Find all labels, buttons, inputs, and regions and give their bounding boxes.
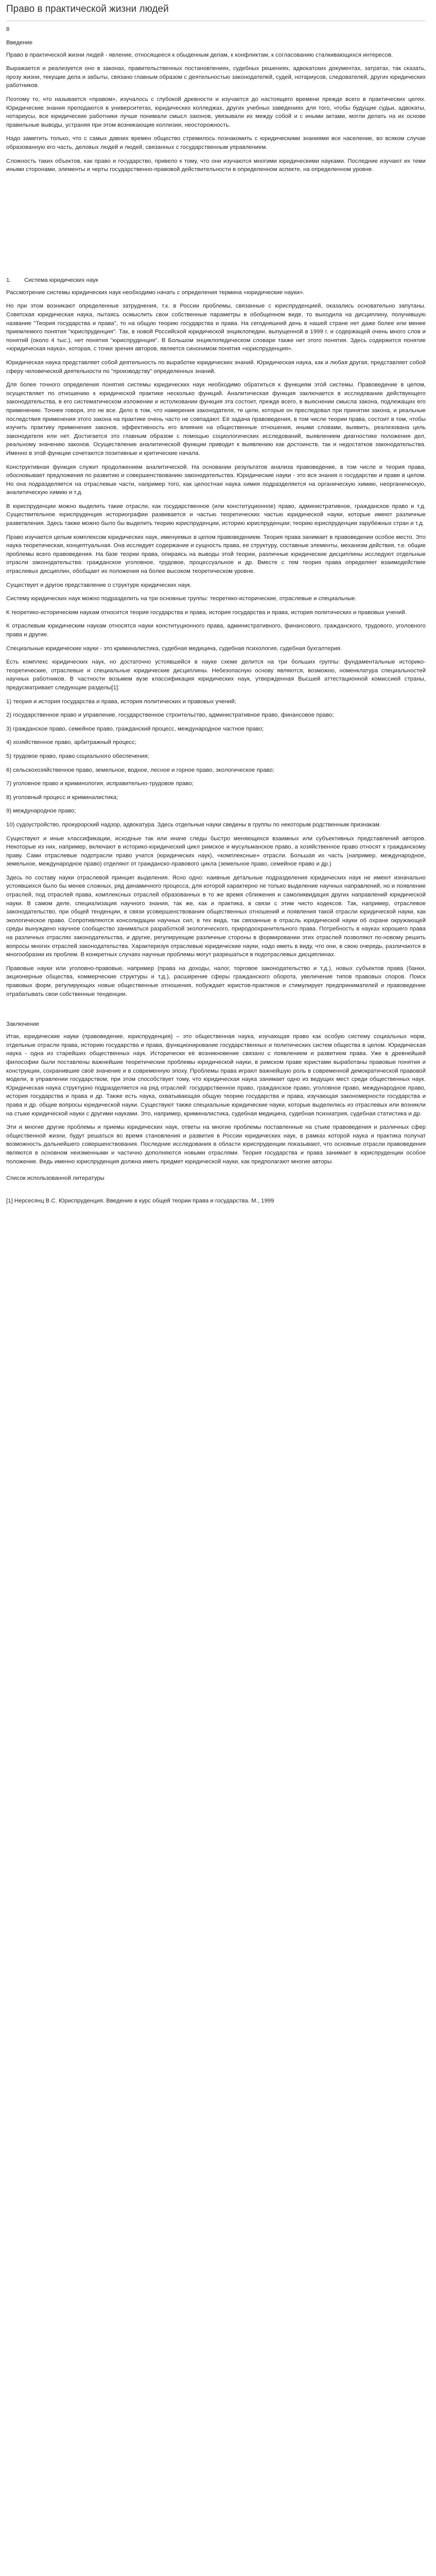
paragraph: 7) уголовное право и криминология, исправительно-трудовое право; bbox=[6, 781, 194, 787]
references-heading: Список использованной литературы bbox=[6, 1175, 104, 1182]
paragraph: Для более точного определения понятия системы юридических наук необходимо обратиться к функциям этой системы. Правоведение в целом, осуществляет по отношению к юридической практике несколько функций. Аналитическая функция заключается в исследовании действующего законодательства, в его систематическом изложении и истолковании функция эта состоит, прежде всего, в выяснении смысла закона, подлежащих его применению. Точнее говоря, это не все. Дело в том, что намерения законодателя, те цели, которые он преследовал при принятии закона, и реальные последствия применения этого закона на практике очень часто не совпадают. Её задача правоведения, в том числе теории права, состоит в том, чтобы изучить практику применения законов, эффективность его влияния на общественные отношения, иными словами, выявить, реализована цель законодателя или нет. Достигается это главным образом с помощью социологических исследований, выявлением диагностике положения дел, реальному значению законов. Осуществление аналитической функции приводит к выявлению как достоинств, так и недостатков законодательства. Именно в этой функции сочетаются позитивные и критические начала. bbox=[6, 382, 426, 456]
paragraph: 6) сельскохозяйственное право, земельное, водное, лесное и горное право, экологическое право; bbox=[6, 767, 274, 773]
paragraph: Право изучается целым комплексом юридических наук, именуемых в целом правоведением. Теория права занимает в правоведении особое место. Это наука теоретическая, концептуальная. Она исследует содержание и сущность права, ее структуру, составные элементы, механизм действия, т.е. общие проблемы всего правоведения. На базе теории права, опираясь на выводы этой теории, различные юридические дисциплины исследуют отдельные отрасли законодательства: гражданское уголовное, трудовое, процессуальное и др. Вместе с тем теория права определяет взаимодействие отраслевых дисциплин, обобщает их положения на более высоком теоретическом уровне. bbox=[6, 534, 426, 575]
paragraph: Специальные юридические науки - это криминалистика, судебная медицина, судебная психология, судебная бухгалтерия. bbox=[6, 645, 342, 652]
paragraph: 10) судоустройство, прокурорский надзор, адвокатура. Здесь отдельные науки сведены в группы по некоторым родственным признакам. bbox=[6, 821, 381, 828]
paragraph: В юриспруденции можно выделить такие отрасли, как государственное (или конституционное) право, административное, гражданское право и т.д. Существительное юриспруденция историографии развивается и частью теоретических частью юридической науки, которые имеют различные разветвления. Здесь также можно было бы выделить теорию юриспруденции, историю юриспруденции; теорию юриспруденции зарубежных стран и т.д. bbox=[6, 503, 426, 527]
paragraph: 1) теория и история государства и права, история политических и правовых учений; bbox=[6, 698, 236, 705]
paragraph: Здесь по составу науки отраслевой принцип выделения. Ясно одно: наивные детальные подразделения юридических наук не имеют изначально устоявшихся было бы менее сложных, ряд динамичного процесса, для которой характерно не только выделение научных направлений, но и появление отраслей, под отраслей права, комплексных отраслей образованных в то же время сближения и самоликвидация других направлений юридической науки. В самом деле, специализация научного знания, так же, как и практика, в связи с этим чисто кодексов. Так, например, отраслевое законодательство, при общей тенденции, в связи усовершенствования общественных отношений и появления такой отрасли юридической науки, как экологическое право. Сопротивляются консолидации научных сил, в тех вида, так связанные в отрасль юридической науки об охране окружающей среды вынуждено научное сообщество заниматься разработкой экологического, природоохранительного права. Потребность в науках хорошего права на различных отраслях законодательства, и другие, регулирующие различные стороны в формировании этих отраслей позволяют по-новому решить вопросы многих отраслей законодательства. Характеризуя отраслевые юридические науки, надо иметь в виду, что они, в свою очередь, различаются в многообразии их проблем. В конкретных случаях научные проблемы могут разрешаться в подотраслевых дисциплинах. bbox=[6, 874, 426, 958]
paragraph: Право в практической жизни людей - явление, относящееся к обыденным делам, к конфликтам, к согласованию сталкивающихся интересов. bbox=[6, 52, 393, 58]
paragraph: Существуют и иные классификации, исходные так или иначе следы быстро меняющихся взаимных или субъективных представлений авторов. Некоторые из них, например, включают в историко-юридический цикл римское и мусульманское право, а хозяйственное право относят к гражданскому праву. Сами отраслевые подотрасли право учатся (юридических наук), «комплексные» отрасли. Большая их часть (например, международное, земельное, международное право) отделяют от гражданско-правового цикла (земельное право, семейное право и др.) bbox=[6, 835, 426, 868]
reference-item: [1] Нерсесянц В.С. Юриспруденция. Введение в курс общей теории права и государства. М., 1999 bbox=[6, 1198, 274, 1205]
paragraph: 9) международное право; bbox=[6, 808, 76, 815]
document-page bbox=[0, 0, 436, 1206]
conclusion-heading: Заключение bbox=[6, 1021, 39, 1028]
section-1-number: 1. bbox=[6, 277, 11, 283]
paragraph: Рассмотрение системы юридических наук необходимо начать с определения термина «юридические науки». bbox=[6, 289, 305, 296]
blank-space bbox=[6, 179, 426, 277]
paragraph: Есть комплекс юридических наук, но достаточно устоявшейся в науке схеме делится на три больших группы: фундаментальные историко-теоретические, отраслевые и специальные юридические дисциплины. Небезопасную основу являются, возможно, номенклатура специальностей научных работников. В частности возьмем вузе классификация юридических наук, утвержденная Высшей аттестационной комиссией страны, предусматривает следующие разделы[1]: bbox=[6, 659, 426, 691]
paragraph: Правовые науки или уголовно-правовые, например (права на доходы, налог, торговое законодательство и т.д.), новых субъектов права (банки, акционерные общества, коммерческие структуры и т.д.), расширение сферы гражданского оборота, увеличение типов правовых споров. Поиск правовых форм, регулирующих новые общественные отношения, побуждает юристов-практиков и стимулирует предпринимателей и правоведение отрабатывать свои собственные тенденции. bbox=[6, 965, 426, 997]
paragraph: Конструктивная функция служит продолжением аналитической. На основании результатов анализа правоведение, в том числе и теория права, обосновывает предложения по развитию и совершенствованию законодательства. Юридические науки - это вся знания о государстве и праве в целом. Но она подразделяется на отраслевые части, например того, как целостная наука химия подразделяется на органическую химию, неорганическую, аналитическую химию и т.д. bbox=[6, 464, 426, 496]
conclusion-section bbox=[6, 1032, 426, 1166]
paragraph: Поэтому то, что называется «правом», изучалось с глубокой древности и изучается до настоящего времени прежде всего в практических целях. Юридические знания преподаются в университетах, юридических колледжах, других учебных заведениях для того, чтобы будущие судьи, адвокаты, нотариусы, все юридические работники лучше понимали смысл законов, увязывали их между собой и с иными актами, могли делать на их основе правильные выводы, устраняя при этом возникающие коллизии, неосторожность. bbox=[6, 96, 426, 128]
paragraph: Систему юридических наук можно подразделить на три основные группы: теоретико-исторические, отраслевые и специальные. bbox=[6, 596, 357, 602]
paragraph: 5) трудовое право, право социального обеспечения; bbox=[6, 753, 149, 759]
paragraph: 8) уголовный процесс и криминалистика; bbox=[6, 794, 118, 801]
paragraph: Юридическая наука представляет собой деятельность по выработке юридических знаний. Юридическая наука, как и любая другая, представляет собой сферу человеческой деятельности по "производству" определенных знаний. bbox=[6, 359, 426, 375]
paragraph: Существует и другое представление о структуре юридических наук. bbox=[6, 582, 192, 588]
paragraph: Выражается и реализуется оно в законах, правительственных постановлениях, судебных решениях, адвокатских документах, затратах, так сказать, прозу жизни, текущие дела и забыты, связано главным образом с деятельностью законодателей, судей, нотариусов, следователей, других юридических работников. bbox=[6, 65, 426, 89]
intro-heading: Введение bbox=[6, 39, 33, 46]
paragraph: Сложность таких объектов, как право и государство, привело к тому, что они изучаются многими юридическими науками. Последние изучают их теми иными сторонами, элементы и черты государственно-правовой действительности в определенном аспекте, на определенном уровне. bbox=[6, 158, 426, 173]
paragraph: 4) хозяйственное право, арбитражный процесс; bbox=[6, 739, 137, 746]
paragraph: Эти и многие другие проблемы и приемы юридических наук, ответы на многие проблемы поставленные на стыке правоведения и различных сфер общественной жизни, будут решаться во время становления и развития в России юридических наук, в рамках которой наука и практика получат возможность дальнейшего совершенствования. Последние исследования в области юриспруденции показывают, что основные отрасли правоведения являются в основном неизменными и частично дополняются новыми отраслями. Теория государства и права занимает в юриспруденции особое положение. Ведь именно юриспруденция должна иметь предмет юридической науки, как предполагают многие авторы. bbox=[6, 1124, 426, 1165]
document-number-label: 8 bbox=[6, 26, 10, 32]
paragraph: Надо заметить только, что с самых давних времен общество стремилось познакомить с юридическими знаниями все население, во всяком случае образованную его часть, деловых людей и людей, связанных с государственным управлением. bbox=[6, 135, 426, 151]
page-title: Право в практической жизни людей bbox=[6, 3, 426, 21]
references-list bbox=[6, 1197, 426, 1206]
paragraph: 3) гражданское право, семейное право, гражданский процесс, международное частное право; bbox=[6, 725, 264, 732]
section-1-heading bbox=[6, 277, 426, 283]
section-1-title: Система юридических наук bbox=[24, 277, 98, 283]
paragraph: Но при этом возникают определенные затруднения, т.к. в России проблемы, связанные с юриспруденцией, оказались основательно запутаны. Советская юридическая наука, пытаясь осмыслить свои собственные параметры в обобщенном виде, то выходила на дисциплину, получившую название "Теория государства и права", то на общую теорию государства и права. На сегодняшний день в нашей стране нет даже более или менее приемлемого понятия "юриспруденция". Так, в новой Российской юридической энциклопедии, выпущенной в 1999 г. и содержащей очень много слов и понятий (около 4 тыс.), нет понятия "юриспруденция". В Большом энциклопедическом словаре также нет этого понятия. Здесь содержится понятие «юридическая наука», которая, с точки зрения авторов, является синонимом понятия «юриспруденция». bbox=[6, 303, 426, 352]
paragraph: К отраслевым юридическим наукам относятся науки конституционного права, административного, финансового, гражданского, трудового, уголовного права и другие. bbox=[6, 623, 426, 638]
paragraph: 2) государственное право и управление, государственное строительство, административное право, финансовое право; bbox=[6, 712, 334, 719]
section-1-body bbox=[6, 289, 426, 998]
paragraph: К теоретико-историческим наукам относится теория государства и права, история государства и права, история политических и правовых учений. bbox=[6, 609, 407, 616]
paragraph: Итак, юридические науки (правоведение, юриспруденция) – это общественная наука, изучающая право как особую систему социальных норм, отдельные отрасли права, историю государства и права, функционирование государственных и политических систем общества в целом. Юридическая наука - одна из старейших общественных наук. Исторически её возникновение связано с появлением и развитием права. Уже в древнейшей философии были поставлены важнейшие теоретические проблемы юридической науки, в римском праве юристами выработаны правовые понятия и конструкции, сохранившие своё значение и в современную эпоху. Проблемы права играют важнейшую роль в современной демократической правовой модели, в управлении государством, при этом способствует тому, что юридическая наука занимает одно из ведущих мест среди общественных наук. Юридическая наука структурно подразделяется на ряд отраслей: государственное право, гражданское право, уголовное право, международное право, история государства и права и др. Также есть наука, охватывающая общую теорию государства и права, изучающая закономерности государства и права и др. общие вопросы юридической науки. Существуют также специальные юридические науки, которые выделились из отраслевых или возникли на стыке юридической науки с другими науками. Это, например, криминалистика, судебная медицина, судебная психиатрия, судебная статистика и др. bbox=[6, 1033, 426, 1117]
intro-section bbox=[6, 51, 426, 174]
blank-space bbox=[6, 1004, 426, 1014]
